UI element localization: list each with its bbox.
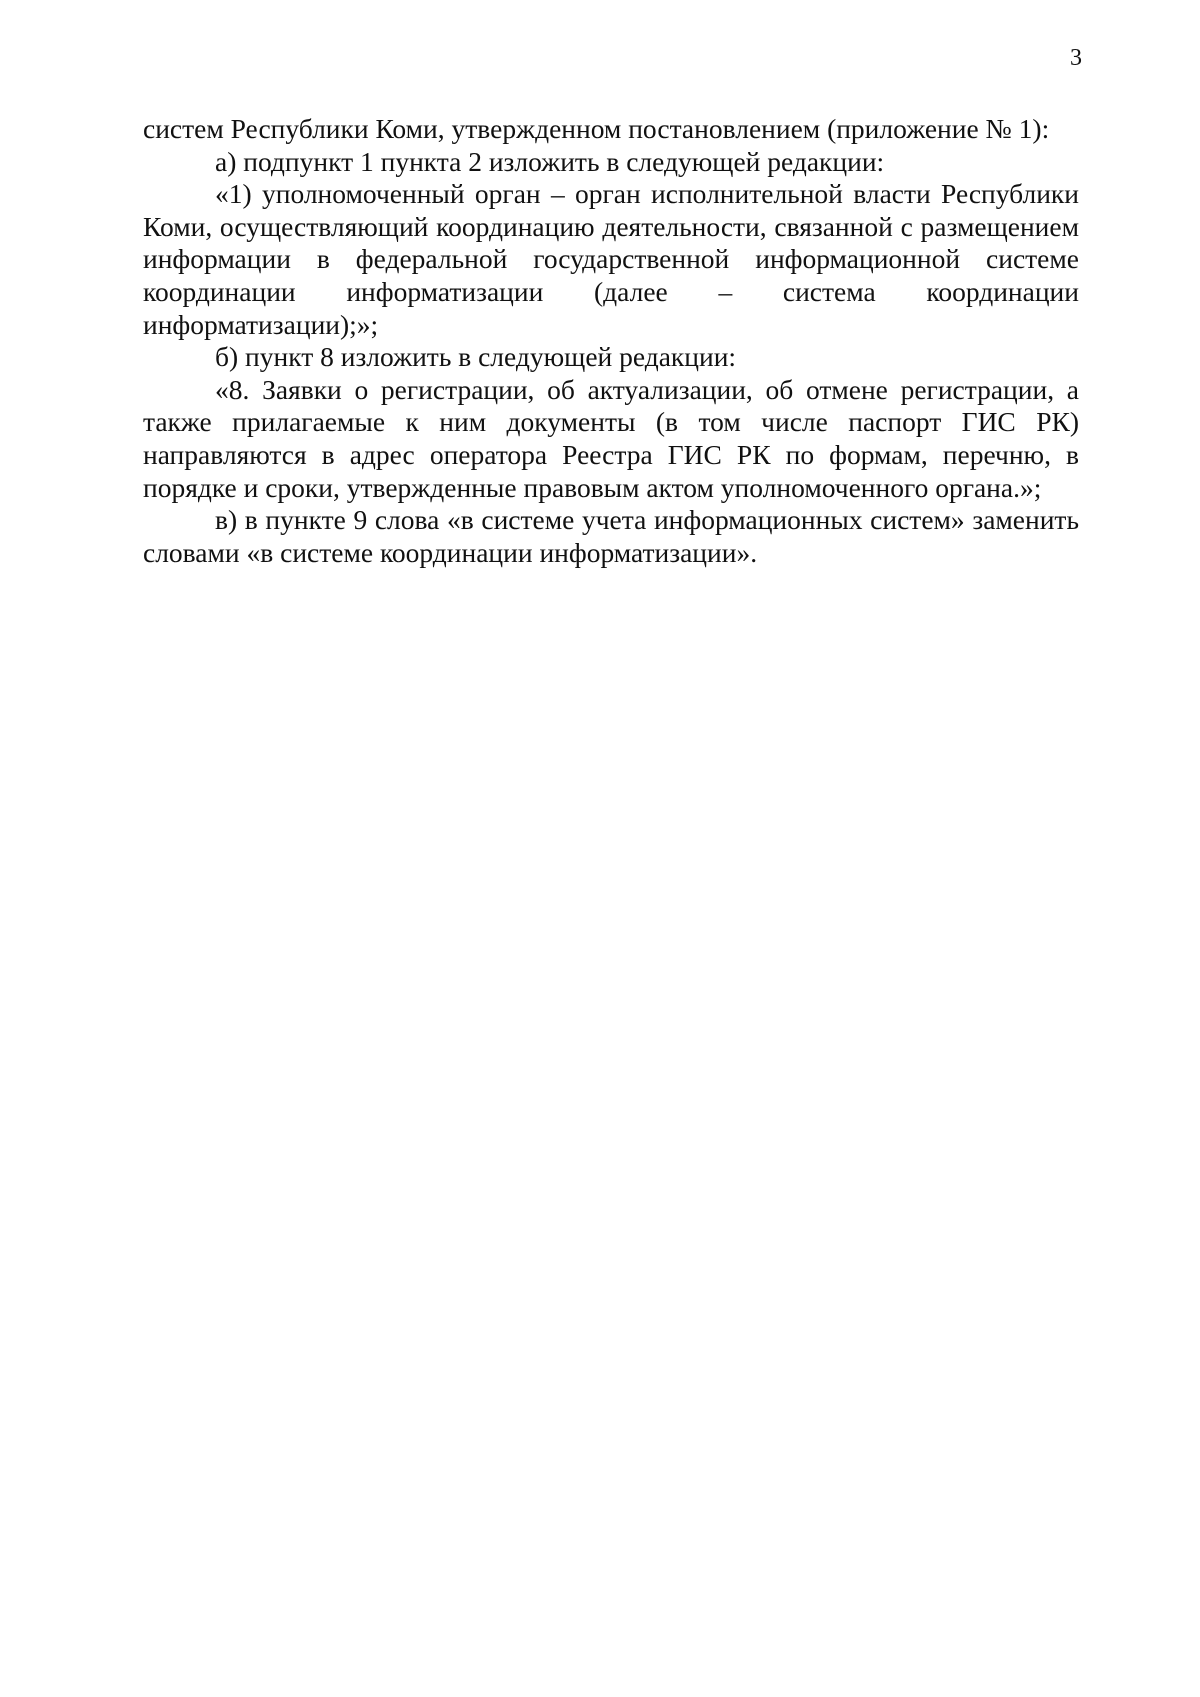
document-body bbox=[143, 113, 1079, 569]
paragraph-item-v: в) в пункте 9 слова «в системе учета информационных систем» заменить словами «в системе координации информатизации». bbox=[143, 504, 1079, 568]
paragraph-item-b-text: «8. Заявки о регистрации, об актуализации, об отмене регистрации, а также прилагаемые к ним документы (в том числе паспорт ГИС РК) направляются в адрес оператора Реестра ГИС РК по формам, перечню, в порядке и сроки, утвержденные правовым актом уполномоченного органа.»; bbox=[143, 373, 1079, 503]
paragraph-item-a: а) подпункт 1 пункта 2 изложить в следующей редакции: bbox=[215, 145, 885, 177]
paragraph-item-a-text: «1) уполномоченный орган – орган исполнительной власти Республики Коми, осуществляющий координацию деятельности, связанной с размещением информации в федеральной государственной информационной системе координации информатизации (далее – система координации информатизации);»; bbox=[143, 178, 1079, 340]
paragraph-item-b: б) пункт 8 изложить в следующей редакции: bbox=[215, 341, 737, 373]
page-number: 3 bbox=[1070, 45, 1082, 71]
paragraph-intro: систем Республики Коми, утвержденном постановлением (приложение № 1): bbox=[143, 113, 1050, 144]
